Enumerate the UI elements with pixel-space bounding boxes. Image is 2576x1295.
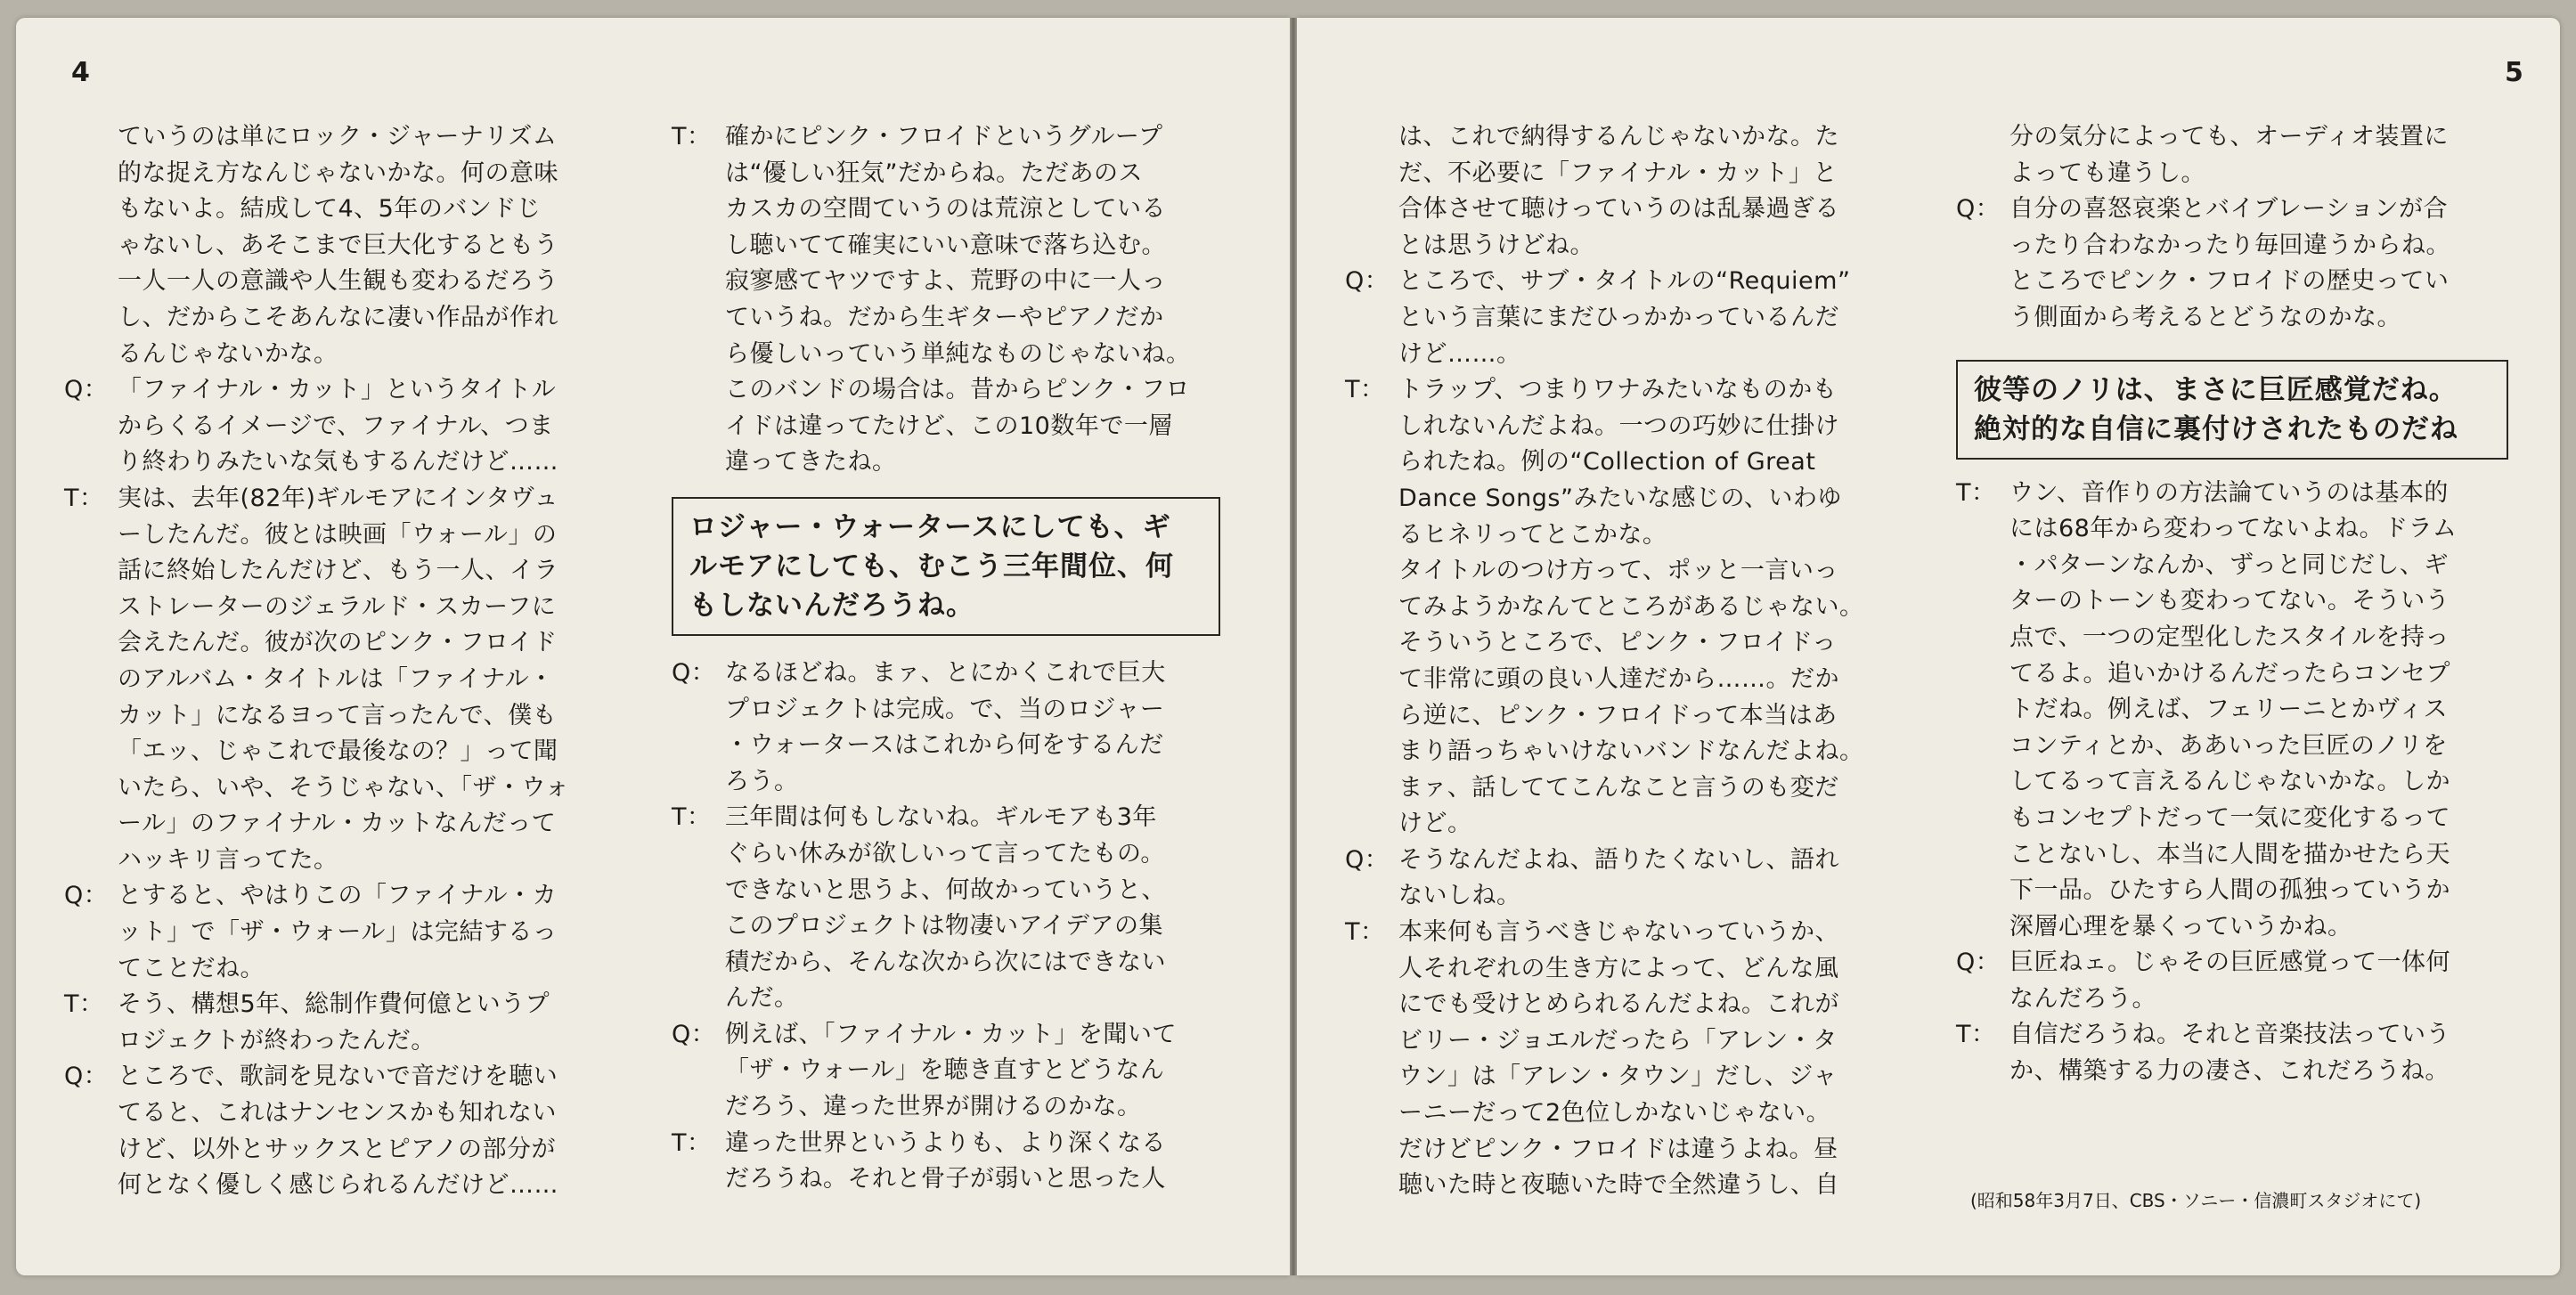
line-text: 分の気分によっても、オーディオ装置に — [2009, 123, 2449, 151]
speaker-line — [1345, 915, 1897, 951]
text-line — [64, 662, 616, 698]
text-line — [1956, 511, 2508, 548]
column-4-bottom — [1956, 476, 2508, 1090]
text-line — [1956, 300, 2508, 337]
speaker-label: Q： — [64, 1063, 109, 1091]
line-text: 的な捉え方なんじゃないかな。何の意味 — [118, 159, 558, 187]
speaker-label: Q： — [672, 1020, 716, 1048]
text-line — [1345, 770, 1897, 807]
column-2-top — [672, 119, 1224, 481]
line-text: けど。 — [1398, 810, 1472, 838]
text-line — [1956, 981, 2508, 1018]
pull-quote-line: もしないんだろうね。 — [689, 589, 974, 622]
text-line — [672, 981, 1224, 1017]
line-text: にでも受けとめられるんだよね。これが — [1398, 990, 1839, 1019]
line-text: タイトルのつけ方って、ポッと一言いっ — [1398, 557, 1838, 585]
text-line — [672, 945, 1224, 981]
line-text: 何となく優しく感じられるんだけど…… — [118, 1171, 558, 1200]
line-text: ビリー・ジョエルだったら「アレン・タ — [1398, 1026, 1838, 1055]
text-line — [1956, 228, 2508, 265]
line-text: そう、構想5年、総制作費何億というプ — [118, 990, 550, 1019]
speaker-line — [672, 119, 1224, 156]
line-text: ていうね。だから生ギターやピアノだか — [725, 303, 1164, 331]
speaker-line — [1956, 191, 2508, 228]
line-text: ところで、歌詞を見ないで音だけを聴い — [118, 1063, 558, 1091]
line-text: カット」になるヨって言ったんで、僕も — [118, 701, 558, 729]
text-line — [1345, 191, 1897, 228]
line-text: だけどピンク・フロイドは違うよね。昼 — [1398, 1135, 1838, 1163]
text-line — [64, 1095, 616, 1132]
line-text: う側面から考えるとどうなのかな。 — [2009, 303, 2401, 331]
line-text: り終わりみたいな気もするんだけど…… — [118, 448, 558, 476]
line-text: そういうところで、ピンク・フロイドっ — [1398, 629, 1837, 657]
text-line — [1956, 583, 2508, 620]
text-line — [672, 873, 1224, 909]
speaker-label: Q： — [672, 658, 716, 687]
text-line — [64, 444, 616, 481]
column-3 — [1345, 119, 1897, 1204]
speaker-label: T： — [1956, 478, 1996, 507]
text-line — [64, 409, 616, 445]
text-line — [1345, 156, 1897, 192]
line-text: ことないし、本当に人間を描かせたら天 — [2009, 840, 2450, 868]
text-line — [64, 337, 616, 373]
line-text: んだ。 — [725, 984, 799, 1013]
text-line — [1345, 228, 1897, 265]
text-line — [64, 770, 616, 807]
line-text: るんじゃないかな。 — [118, 339, 338, 368]
column-1 — [64, 119, 616, 1204]
line-text: は、これで納得するんじゃないかな。た — [1398, 123, 1839, 151]
line-text: ていうのは単にロック・ジャーナリズム — [118, 123, 558, 151]
line-text: のアルバム・タイトルは「ファイナル・ — [118, 664, 554, 693]
text-line — [1345, 337, 1897, 373]
text-line — [64, 698, 616, 735]
pull-quote-1 — [672, 497, 1220, 636]
speaker-line — [672, 1017, 1224, 1054]
speaker-line — [672, 800, 1224, 836]
text-line — [1345, 119, 1897, 156]
text-line — [1956, 873, 2508, 909]
line-text: カスカの空間ていうのは荒涼としている — [725, 195, 1166, 224]
line-text: 違った世界というよりも、より深くなる — [725, 1128, 1166, 1157]
speaker-label: Q： — [1345, 845, 1390, 874]
speaker-line — [1956, 476, 2508, 512]
text-line — [64, 1168, 616, 1204]
line-text: 会えたんだ。彼が次のピンク・フロイド — [118, 629, 558, 657]
speaker-line — [64, 1059, 616, 1095]
pull-quote-line: ロジャー・ウォータースにしても、ギ — [689, 510, 1171, 543]
text-line — [1956, 620, 2508, 656]
text-line — [672, 337, 1224, 373]
text-line — [64, 156, 616, 192]
text-line — [672, 764, 1224, 801]
line-text: ハッキリ言ってた。 — [118, 845, 338, 874]
line-text: 人それぞれの生き方によって、どんな風 — [1398, 954, 1839, 982]
line-text: いたら、いや、そうじゃない、「ザ・ウォ — [118, 773, 570, 802]
text-line — [1345, 409, 1897, 445]
line-text: とすると、やはりこの「ファイナル・カ — [118, 882, 558, 910]
speaker-label: T： — [64, 990, 104, 1019]
line-text: けど、以外とサックスとピアノの部分が — [118, 1135, 557, 1163]
speaker-label: Q： — [1956, 195, 2001, 224]
text-line — [64, 625, 616, 662]
book-gutter — [1290, 18, 1297, 1275]
line-text: 話に終始したんだけど、もう一人、イラ — [118, 557, 558, 585]
speaker-label: T： — [64, 484, 104, 512]
text-line — [64, 1023, 616, 1060]
speaker-line — [64, 481, 616, 517]
line-text: まァ、話しててこんなこと言うのも変だ — [1398, 773, 1839, 802]
line-text: 合体させて聴けっていうのは乱暴過ぎる — [1398, 195, 1839, 224]
text-line — [1345, 951, 1897, 988]
speaker-label: Q： — [1345, 267, 1390, 296]
speaker-line — [1345, 372, 1897, 409]
line-text: てるよ。追いかけるんだったらコンセプ — [2009, 659, 2450, 688]
speaker-label: T： — [672, 1128, 712, 1157]
line-text: ール」のファイナル・カットなんだって — [118, 810, 557, 838]
text-line — [1345, 987, 1897, 1023]
line-text: イドは違ってたけど、この10数年で一層 — [725, 411, 1173, 440]
text-line — [1345, 553, 1897, 590]
text-line — [1956, 656, 2508, 693]
speaker-label: Q： — [64, 376, 109, 404]
text-line — [1345, 1095, 1897, 1132]
text-line — [672, 191, 1224, 228]
text-line — [672, 1089, 1224, 1126]
line-text: ら優しいっていう単純なものじゃないね。 — [725, 339, 1191, 368]
speaker-line — [64, 987, 616, 1023]
text-line — [672, 692, 1224, 729]
line-text: ット」で「ザ・ウォール」は完結するっ — [118, 918, 558, 947]
text-line — [64, 191, 616, 228]
line-text: 「ザ・ウォール」を聴き直すとどうなん — [725, 1056, 1165, 1085]
line-text: ・パターンなんか、ずっと同じだし、ギ — [2009, 550, 2449, 579]
line-text: なるほどね。まァ、とにかくこれで巨大 — [725, 658, 1166, 687]
text-line — [64, 951, 616, 988]
text-line — [672, 300, 1224, 337]
page-number-right: 5 — [2505, 57, 2523, 88]
line-text: ったり合わなかったり毎回違うからね。 — [2009, 231, 2450, 259]
line-text: か、構築する力の凄さ、これだろうね。 — [2009, 1057, 2450, 1086]
line-text: このバンドの場合は。昔からピンク・フロ — [725, 376, 1190, 404]
speaker-label: Q： — [64, 882, 109, 910]
text-line — [64, 806, 616, 843]
text-line — [1345, 300, 1897, 337]
line-text: してるって言えるんじゃないかな。しか — [2009, 768, 2450, 796]
text-line — [64, 300, 616, 337]
pull-quote-2 — [1956, 360, 2508, 460]
line-text: 下一品。ひたすら人間の孤独っていうか — [2009, 876, 2450, 905]
text-line — [1345, 698, 1897, 735]
text-line — [64, 517, 616, 554]
line-text: 実は、去年(82年)ギルモアにインタヴュ — [118, 484, 558, 512]
speaker-line — [1956, 1017, 2508, 1054]
text-line — [1345, 444, 1897, 481]
text-line — [64, 1132, 616, 1169]
line-text: てみようかなんてところがあるじゃない。 — [1398, 592, 1864, 621]
text-line — [1345, 1168, 1897, 1204]
line-text: ストレーターのジェラルド・スカーフに — [118, 592, 557, 621]
line-text: 一人一人の意識や人生観も変わるだろう — [118, 267, 558, 296]
line-text: られたね。例の“Collection of Great — [1398, 448, 1816, 476]
text-line — [1345, 662, 1897, 698]
speaker-label: T： — [1956, 1021, 1996, 1049]
pull-quote-line: 彼等のノリは、まさに巨匠感覚だね。 — [1974, 373, 2458, 406]
line-text: そうなんだよね、語りたくないし、語れ — [1398, 845, 1839, 874]
speaker-line — [1345, 843, 1897, 879]
line-text: ・ウォータースはこれから何をするんだ — [725, 731, 1164, 760]
text-line — [672, 728, 1224, 764]
line-text: よっても違うし。 — [2009, 159, 2205, 187]
pull-quote-line: ルモアにしても、むこう三年間位、何 — [689, 550, 1174, 582]
text-line — [1956, 119, 2508, 156]
text-line — [1345, 481, 1897, 517]
text-line — [1956, 692, 2508, 729]
line-text: 三年間は何もしないね。ギルモアも3年 — [725, 803, 1157, 832]
line-text: 自分の喜怒哀楽とバイブレーションが合 — [2009, 195, 2449, 224]
line-text: しれないんだよね。一つの巧妙に仕掛け — [1398, 411, 1839, 440]
text-line — [64, 734, 616, 770]
text-line — [1956, 156, 2508, 192]
speaker-label: T： — [1345, 918, 1385, 947]
text-line — [1956, 264, 2508, 300]
line-text: 点で、一つの定型化したスタイルを持っ — [2009, 623, 2450, 651]
text-line — [64, 264, 616, 300]
line-text: できないと思うよ、何故かっていうと、 — [725, 876, 1166, 904]
line-text: て非常に頭の良い人達だから……。だか — [1398, 664, 1839, 693]
speaker-line — [64, 372, 616, 409]
text-line — [1345, 806, 1897, 843]
text-line — [672, 444, 1224, 481]
page-number-left: 4 — [71, 57, 90, 88]
column-4-top — [1956, 119, 2508, 337]
line-text: という言葉にまだひっかかっているんだ — [1398, 303, 1839, 331]
text-line — [1956, 729, 2508, 765]
text-line — [672, 264, 1224, 300]
line-text: とは思うけどね。 — [1398, 231, 1594, 259]
line-text: 違ってきたね。 — [725, 448, 897, 476]
line-text: 本来何も言うべきじゃないっていうか、 — [1398, 918, 1839, 947]
line-text: 「エッ、じゃこれで最後なの？」って聞 — [118, 737, 558, 766]
line-text: なんだろう。 — [2009, 984, 2156, 1013]
text-line — [672, 156, 1224, 192]
text-line — [1956, 909, 2508, 946]
line-text: には68年から変わってないよね。ドラム — [2009, 515, 2458, 543]
line-text: コンティとか、ああいった巨匠のノリを — [2009, 731, 2448, 760]
speaker-line — [1345, 264, 1897, 300]
line-text: 「ファイナル・カット」というタイトル — [118, 376, 557, 404]
line-text: し、だからこそあんなに凄い作品が作れ — [118, 303, 558, 331]
text-line — [1345, 517, 1897, 554]
speaker-label: T： — [672, 803, 712, 832]
line-text: ところで、サブ・タイトルの“Requiem” — [1398, 267, 1851, 296]
line-text: 積だから、そんな次から次にはできない — [725, 948, 1166, 976]
text-line — [1956, 764, 2508, 801]
speaker-line — [672, 656, 1224, 692]
text-line — [672, 1161, 1224, 1198]
text-line — [1345, 625, 1897, 662]
text-line — [64, 553, 616, 590]
line-text: 例えば、「ファイナル・カット」を聞いて — [725, 1020, 1177, 1048]
text-line — [1345, 1132, 1897, 1169]
line-text: だろうね。それと骨子が弱いと思った人 — [725, 1165, 1166, 1193]
speaker-label: T： — [672, 123, 712, 151]
column-2-bottom — [672, 656, 1224, 1198]
column-2 — [672, 119, 1224, 1198]
line-text: 自信だろうね。それと音楽技法っていう — [2009, 1021, 2450, 1049]
text-line — [1345, 590, 1897, 626]
pull-quote-line: 絶対的な自信に裏付けされたものだね — [1974, 412, 2458, 445]
line-text: ターのトーンも変わってない。そういう — [2009, 587, 2450, 615]
line-text: まり語っちゃいけないバンドなんだよね。 — [1398, 737, 1864, 766]
line-text: このプロジェクトは物凄いアイデアの集 — [725, 912, 1164, 941]
line-text: 深層心理を暴くっていうかね。 — [2009, 912, 2352, 941]
text-line — [672, 228, 1224, 265]
line-text: ところでピンク・フロイドの歴史ってい — [2009, 267, 2450, 296]
line-text: ゃないし、あそこまで巨大化するともう — [118, 231, 558, 259]
line-text: 巨匠ねェ。じゃその巨匠感覚って一体何 — [2009, 949, 2450, 977]
line-text: だろう、違った世界が開けるのかな。 — [725, 1093, 1142, 1121]
text-line — [672, 409, 1224, 445]
line-text: てると、これはナンセンスかも知れない — [118, 1099, 557, 1128]
text-line — [1956, 801, 2508, 837]
text-line — [672, 372, 1224, 409]
line-text: し聴いてて確実にいい意味で落ち込む。 — [725, 231, 1166, 259]
text-line — [1345, 878, 1897, 915]
line-text: るヒネリってとこかな。 — [1398, 520, 1667, 549]
line-text: もコンセプトだって一気に変化するって — [2009, 803, 2450, 832]
line-text: 確かにピンク・フロイドというグループ — [725, 123, 1163, 151]
line-text: は“優しい狂気”だからね。ただあのス — [725, 159, 1143, 187]
line-text: てことだね。 — [118, 954, 265, 982]
speaker-line — [672, 1126, 1224, 1162]
text-line — [1956, 548, 2508, 584]
text-line — [64, 915, 616, 951]
line-text: トだね。例えば、フェリーニとかヴィス — [2009, 696, 2449, 724]
text-line — [1345, 1023, 1897, 1060]
line-text: ウン」は「アレン・タウン」だし、ジャ — [1398, 1063, 1838, 1091]
text-line — [1345, 1059, 1897, 1095]
line-text: ウン、音作りの方法論ていうのは基本的 — [2009, 478, 2449, 507]
text-line — [64, 590, 616, 626]
line-text: ーニーだって2色位しかないじゃない。 — [1398, 1099, 1831, 1128]
text-line — [672, 1053, 1224, 1089]
line-text: 聴いた時と夜聴いた時で全然違うし、自 — [1398, 1171, 1839, 1200]
line-text: ないしね。 — [1398, 882, 1521, 910]
text-line — [64, 119, 616, 156]
line-text: けど……。 — [1398, 339, 1521, 368]
speaker-line — [64, 878, 616, 915]
text-line — [64, 843, 616, 879]
line-text: ぐらい休みが欲しいって言ってたもの。 — [725, 839, 1165, 867]
line-text: 寂寥感てヤツですよ、荒野の中に一人っ — [725, 267, 1166, 296]
column-4 — [1956, 119, 2508, 1090]
line-text: ろう。 — [725, 767, 799, 795]
line-text: ロジェクトが終わったんだ。 — [118, 1026, 436, 1055]
line-text: トラップ、つまりワナみたいなものかも — [1398, 376, 1838, 404]
line-text: だ、不必要に「ファイナル・カット」と — [1398, 159, 1838, 187]
line-text: プロジェクトは完成。で、当のロジャー — [725, 695, 1165, 723]
text-line — [672, 908, 1224, 945]
speaker-label: T： — [1345, 376, 1385, 404]
text-line — [1956, 1054, 2508, 1090]
text-line — [64, 228, 616, 265]
line-text: ら逆に、ピンク・フロイドって本当はあ — [1398, 701, 1838, 729]
line-text: もないよ。結成して4、5年のバンドじ — [118, 195, 542, 224]
text-line — [1345, 734, 1897, 770]
interview-credit: (昭和58年3月7日、CBS・ソニー・信濃町スタジオにて) — [1970, 1190, 2422, 1211]
text-line — [672, 836, 1224, 873]
line-text: からくるイメージで、ファイナル、つま — [118, 411, 554, 440]
speaker-line — [1956, 945, 2508, 981]
line-text: ーしたんだ。彼とは映画「ウォール」の — [118, 520, 558, 549]
line-text: Dance Songs”みたいな感じの、いわゆ — [1398, 484, 1842, 512]
text-line — [1956, 837, 2508, 874]
speaker-label: Q： — [1956, 949, 2001, 977]
